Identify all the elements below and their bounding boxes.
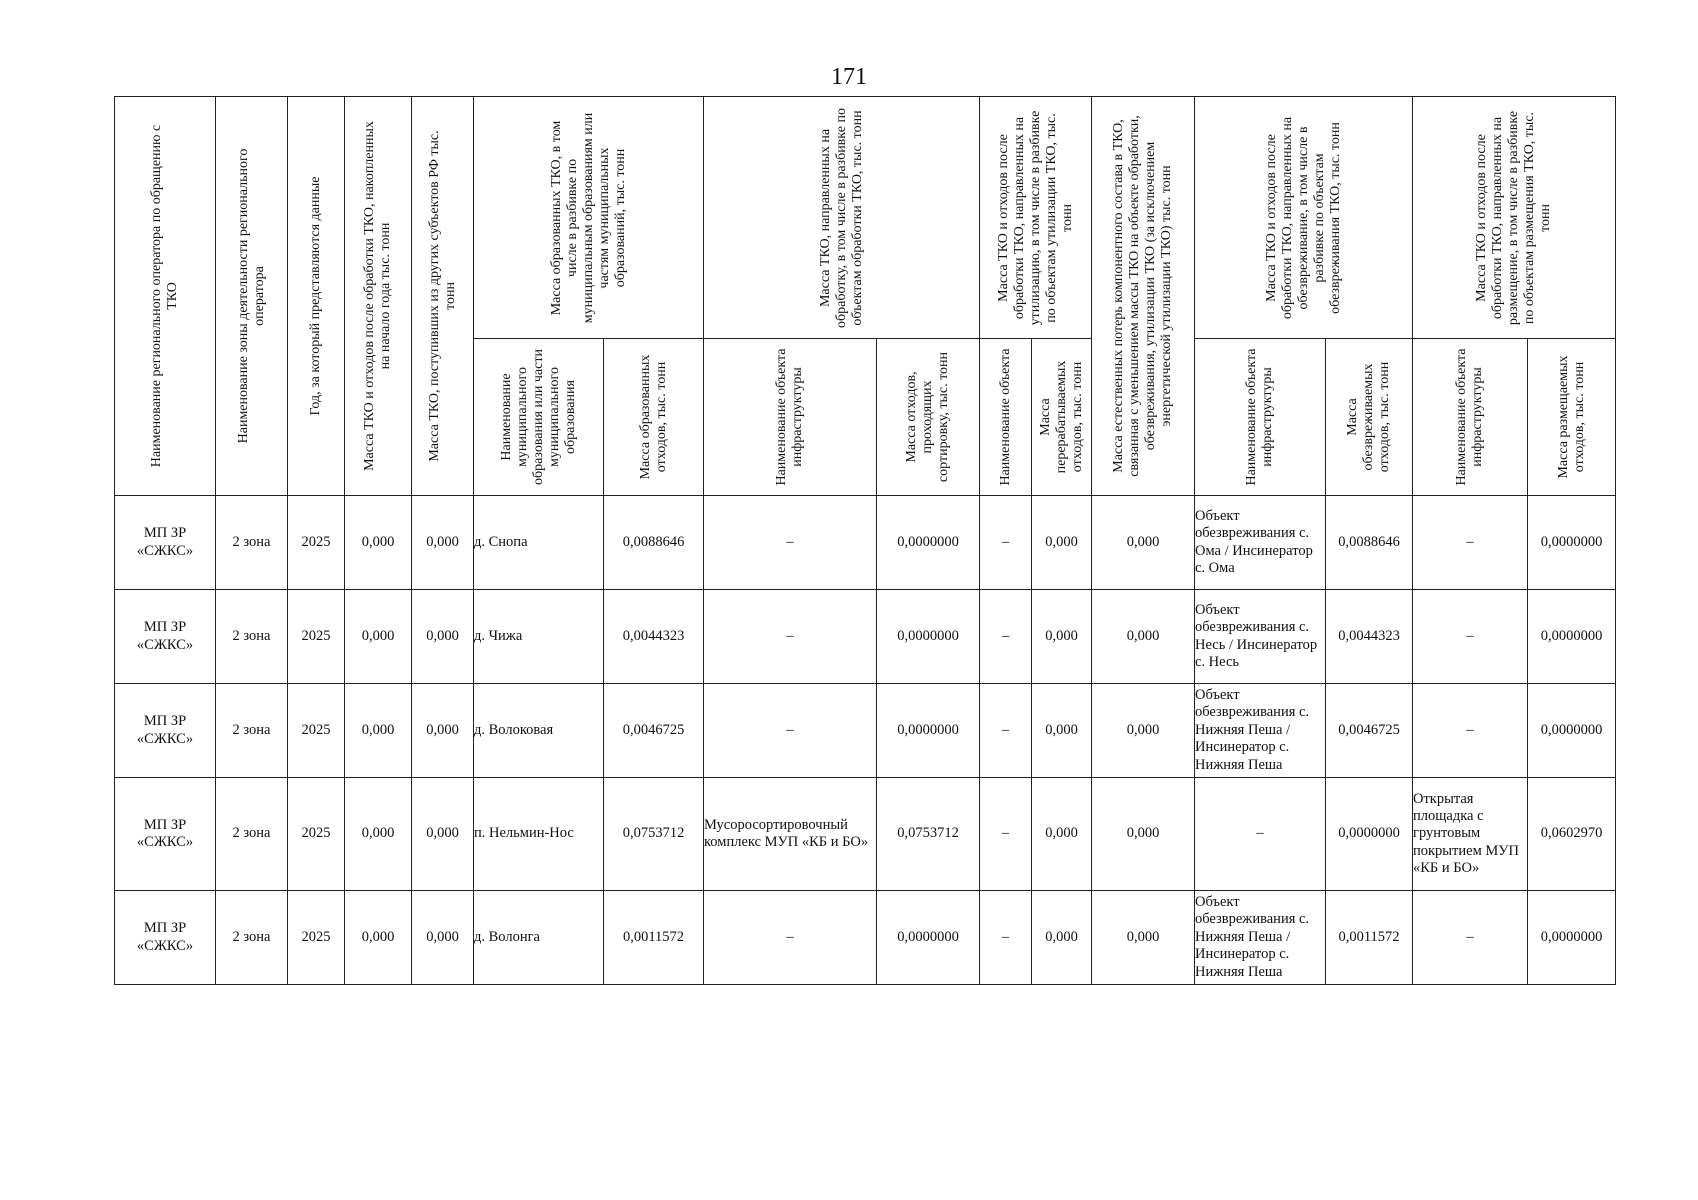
cell-util-obj: – (980, 684, 1032, 778)
cell-mo-mass: 0,0753712 (604, 778, 704, 891)
cell-proc-obj: – (704, 496, 877, 590)
cell-mo-name: п. Нельмин-Нос (474, 778, 604, 891)
header-from-other: Масса ТКО, поступивших из других субъектов РФ тыс. тонн (412, 97, 474, 496)
cell-operator: МП ЗР «СЖКС» (115, 590, 216, 684)
header-place-obj: Наименование объекта инфраструктуры (1413, 339, 1528, 496)
cell-from-other: 0,000 (412, 496, 474, 590)
table-row (115, 590, 1616, 684)
cell-proc-mass: 0,0000000 (877, 590, 980, 684)
header-proc-mass: Масса отходов, проходящих сортировку, тыс. тонн (877, 339, 980, 496)
cell-util-mass: 0,000 (1032, 778, 1092, 891)
cell-place-mass: 0,0000000 (1528, 684, 1616, 778)
cell-neut-obj: Объект обезвреживания с. Несь / Инсинератор с. Несь (1195, 590, 1326, 684)
cell-mo-mass: 0,0046725 (604, 684, 704, 778)
cell-place-obj: – (1413, 496, 1528, 590)
cell-util-obj: – (980, 496, 1032, 590)
cell-neut-mass: 0,0011572 (1326, 891, 1413, 985)
table-row (115, 684, 1616, 778)
cell-neut-obj: Объект обезвреживания с. Нижняя Пеша / Инсинератор с. Нижняя Пеша (1195, 891, 1326, 985)
cell-losses: 0,000 (1092, 778, 1195, 891)
cell-losses: 0,000 (1092, 590, 1195, 684)
cell-proc-mass: 0,0000000 (877, 684, 980, 778)
header-operator: Наименование регионального оператора по обращению с ТКО (115, 97, 216, 496)
header-neutralization-group: Масса ТКО и отходов после обработки ТКО, направленных на обезвреживание, в том числе в разбивке по объектам обезвреживания ТКО, тыс. тонн (1195, 97, 1413, 339)
cell-mo-mass: 0,0088646 (604, 496, 704, 590)
cell-place-mass: 0,0000000 (1528, 891, 1616, 985)
cell-accumulated: 0,000 (345, 496, 412, 590)
cell-from-other: 0,000 (412, 891, 474, 985)
header-proc-obj: Наименование объекта инфраструктуры (704, 339, 877, 496)
header-util-obj: Наименование объекта (980, 339, 1032, 496)
cell-from-other: 0,000 (412, 778, 474, 891)
cell-losses: 0,000 (1092, 496, 1195, 590)
cell-year: 2025 (288, 891, 345, 985)
cell-zone: 2 зона (216, 891, 288, 985)
cell-neut-obj: – (1195, 778, 1326, 891)
cell-accumulated: 0,000 (345, 778, 412, 891)
cell-losses: 0,000 (1092, 891, 1195, 985)
cell-neut-mass: 0,0088646 (1326, 496, 1413, 590)
cell-proc-obj: Мусоросортировочный комплекс МУП «КБ и БО» (704, 778, 877, 891)
cell-place-mass: 0,0602970 (1528, 778, 1616, 891)
cell-util-mass: 0,000 (1032, 891, 1092, 985)
cell-year: 2025 (288, 590, 345, 684)
cell-place-obj: – (1413, 891, 1528, 985)
header-natural-losses: Масса естественных потерь компонентного состава в ТКО, связанная с уменьшением массы ТКО на объекте обработки, обезвреживания, утилизации ТКО (за исключением энергетической утилизации ТКО) тыс. тонн (1092, 97, 1195, 496)
cell-year: 2025 (288, 778, 345, 891)
header-place-mass: Масса размещаемых отходов, тыс. тонн (1528, 339, 1616, 496)
cell-util-obj: – (980, 891, 1032, 985)
cell-zone: 2 зона (216, 590, 288, 684)
cell-util-mass: 0,000 (1032, 590, 1092, 684)
cell-neut-mass: 0,0046725 (1326, 684, 1413, 778)
cell-mo-mass: 0,0044323 (604, 590, 704, 684)
cell-neut-mass: 0,0044323 (1326, 590, 1413, 684)
cell-year: 2025 (288, 684, 345, 778)
table-row (115, 891, 1616, 985)
cell-accumulated: 0,000 (345, 590, 412, 684)
header-zone: Наименование зоны деятельности регионального оператора (216, 97, 288, 496)
cell-proc-mass: 0,0753712 (877, 778, 980, 891)
cell-zone: 2 зона (216, 496, 288, 590)
header-mo-mass: Масса образованных отходов, тыс. тонн (604, 339, 704, 496)
cell-mo-name: д. Волоковая (474, 684, 604, 778)
cell-operator: МП ЗР «СЖКС» (115, 496, 216, 590)
tko-table (114, 96, 1616, 985)
cell-util-obj: – (980, 778, 1032, 891)
cell-util-mass: 0,000 (1032, 684, 1092, 778)
cell-from-other: 0,000 (412, 590, 474, 684)
cell-proc-obj: – (704, 891, 877, 985)
cell-mo-name: д. Чижа (474, 590, 604, 684)
cell-proc-obj: – (704, 684, 877, 778)
cell-proc-mass: 0,0000000 (877, 891, 980, 985)
cell-operator: МП ЗР «СЖКС» (115, 684, 216, 778)
header-neut-mass: Масса обезвреживаемых отходов, тыс. тонн (1326, 339, 1413, 496)
cell-mo-mass: 0,0011572 (604, 891, 704, 985)
cell-operator: МП ЗР «СЖКС» (115, 891, 216, 985)
header-utilization-group: Масса ТКО и отходов после обработки ТКО, направленных на утилизацию, в том числе в разбивке по объектам утилизации ТКО, тыс. тонн (980, 97, 1092, 339)
cell-place-mass: 0,0000000 (1528, 496, 1616, 590)
header-row-1 (115, 97, 1616, 339)
cell-neut-obj: Объект обезвреживания с. Ома / Инсинератор с. Ома (1195, 496, 1326, 590)
cell-accumulated: 0,000 (345, 891, 412, 985)
cell-operator: МП ЗР «СЖКС» (115, 778, 216, 891)
cell-neut-obj: Объект обезвреживания с. Нижняя Пеша / Инсинератор с. Нижняя Пеша (1195, 684, 1326, 778)
cell-util-obj: – (980, 590, 1032, 684)
header-placement-group: Масса ТКО и отходов после обработки ТКО, направленных на размещение, в том числе в разбивке по объектам размещения ТКО, тыс. тонн (1413, 97, 1616, 339)
cell-proc-obj: – (704, 590, 877, 684)
header-mo-name: Наименование муниципального образования или части муниципального образования (474, 339, 604, 496)
cell-proc-mass: 0,0000000 (877, 496, 980, 590)
cell-place-mass: 0,0000000 (1528, 590, 1616, 684)
cell-mo-name: д. Волонга (474, 891, 604, 985)
cell-losses: 0,000 (1092, 684, 1195, 778)
header-accumulated: Масса ТКО и отходов после обработки ТКО, накопленных на начало года тыс. тонн (345, 97, 412, 496)
cell-zone: 2 зона (216, 684, 288, 778)
cell-from-other: 0,000 (412, 684, 474, 778)
cell-place-obj: – (1413, 590, 1528, 684)
cell-neut-mass: 0,0000000 (1326, 778, 1413, 891)
cell-util-mass: 0,000 (1032, 496, 1092, 590)
header-generated-group: Масса образованных ТКО, в том числе в разбивке по муниципальным образованиям или частям муниципальных образований, тыс. тонн (474, 97, 704, 339)
table-row (115, 496, 1616, 590)
header-neut-obj: Наименование объекта инфраструктуры (1195, 339, 1326, 496)
header-year: Год, за который представляются данные (288, 97, 345, 496)
cell-year: 2025 (288, 496, 345, 590)
header-util-mass: Масса перерабатываемых отходов, тыс. тонн (1032, 339, 1092, 496)
cell-zone: 2 зона (216, 778, 288, 891)
cell-mo-name: д. Снопа (474, 496, 604, 590)
table-row (115, 778, 1616, 891)
cell-place-obj: Открытая площадка с грунтовым покрытием МУП «КБ и БО» (1413, 778, 1528, 891)
cell-accumulated: 0,000 (345, 684, 412, 778)
header-processing-group: Масса ТКО, направленных на обработку, в том числе в разбивке по объектам обработки ТКО, тыс. тонн (704, 97, 980, 339)
cell-place-obj: – (1413, 684, 1528, 778)
page-number: 171 (831, 64, 867, 90)
